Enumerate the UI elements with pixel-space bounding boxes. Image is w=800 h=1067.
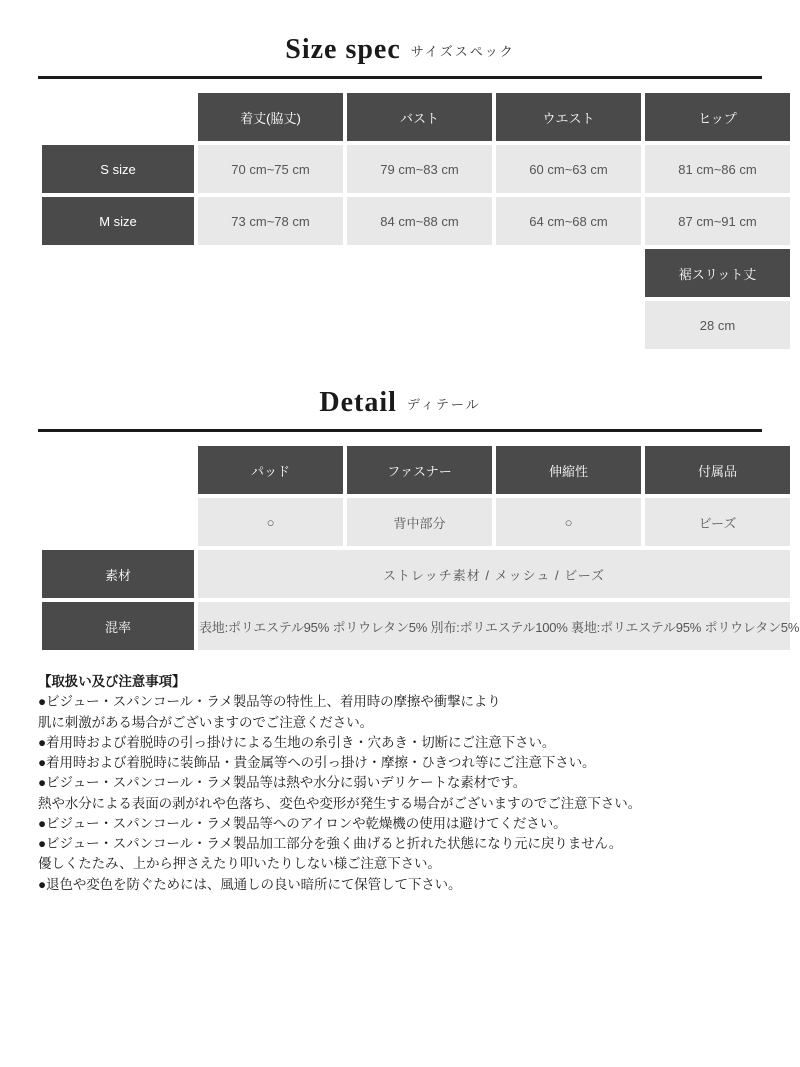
size-spec-header-hip: ヒップ (645, 93, 790, 141)
detail-value-accessory: ビーズ (645, 498, 790, 546)
detail-corner (42, 446, 194, 494)
table-row (42, 197, 790, 245)
detail-header-stretch: 伸縮性 (496, 446, 641, 494)
care-note-line: ●着用時および着脱時に装飾品・貴金属等への引っ掛け・摩擦・ひきつれ等にご注意下さい。 (38, 755, 596, 770)
size-m-hip: 87 cm~91 cm (645, 197, 790, 245)
table-row (42, 93, 790, 141)
care-note-line: ●ビジュー・スパンコール・ラメ製品等へのアイロンや乾燥機の使用は避けてください。 (38, 815, 567, 831)
table-row (42, 249, 790, 297)
size-spec-divider (38, 76, 762, 79)
care-note-line: ●ビジュー・スパンコール・ラメ製品等は熱や水分に弱いデリケートな素材です。 (38, 775, 527, 791)
detail-divider (38, 429, 762, 432)
size-spec-header-slit: 裾スリット丈 (645, 249, 790, 297)
table-row (42, 301, 790, 349)
table-row (42, 446, 790, 494)
detail-title-en: Detail (319, 387, 397, 418)
care-note-line: 熱や水分による表面の剥がれや色落ち、変色や変形が発生する場合がございますのでご注意下さい。 (38, 795, 641, 811)
detail-header-accessory: 付属品 (645, 446, 790, 494)
detail-title-jp: ディテール (406, 396, 481, 412)
size-row-label-m: M size (42, 197, 194, 245)
care-note-line: ●退色や変色を防ぐためには、風通しの良い暗所にて保管して下さい。 (38, 876, 462, 892)
size-m-bust: 84 cm~88 cm (347, 197, 492, 245)
detail-value-pad: ○ (198, 498, 343, 546)
size-spec-corner (42, 93, 194, 141)
size-spec-title-jp: サイズスペック (410, 43, 515, 59)
detail-value-zipper: 背中部分 (347, 498, 492, 546)
size-s-length: 70 cm~75 cm (198, 145, 343, 193)
care-notes (38, 672, 762, 895)
size-spec-title-en: Size spec (285, 34, 401, 65)
care-note-line: 肌に刺激がある場合がございますのでご注意ください。 (38, 714, 373, 730)
size-spec-heading (38, 0, 762, 76)
size-spec-header-waist: ウエスト (496, 93, 641, 141)
detail-value-stretch: ○ (496, 498, 641, 546)
size-m-waist: 64 cm~68 cm (496, 197, 641, 245)
size-s-waist: 60 cm~63 cm (496, 145, 641, 193)
table-row (42, 602, 790, 650)
care-notes-title: 【取扱い及び注意事項】 (38, 674, 186, 689)
table-row (42, 145, 790, 193)
material-value: ストレッチ素材 / メッシュ / ビーズ (198, 550, 790, 598)
material-label: 素材 (42, 550, 194, 598)
care-note-line: ●着用時および着脱時の引っ掛けによる生地の糸引き・穴あき・切断にご注意下さい。 (38, 734, 556, 750)
size-spec-header-bust: バスト (347, 93, 492, 141)
size-spec-header-length: 着丈(脇丈) (198, 93, 343, 141)
table-row (42, 498, 790, 546)
table-row (42, 550, 790, 598)
care-note-line: ●ビジュー・スパンコール・ラメ製品加工部分を強く曲げると折れた状態になり元に戻りません。 (38, 836, 623, 851)
size-row-label-s: S size (42, 145, 194, 193)
size-spec-table (38, 89, 794, 353)
detail-header-zipper: ファスナー (347, 446, 492, 494)
care-note-line: ●ビジュー・スパンコール・ラメ製品等の特性上、着用時の摩擦や衝撃により (38, 694, 501, 710)
detail-table (38, 442, 800, 654)
size-spec-slit-value: 28 cm (645, 301, 790, 349)
mixture-value: 表地:ポリエステル95% ポリウレタン5% 別布:ポリエステル100% 裏地:ポリエステル95% ポリウレタン5% (198, 602, 790, 650)
size-s-hip: 81 cm~86 cm (645, 145, 790, 193)
size-m-length: 73 cm~78 cm (198, 197, 343, 245)
care-note-line: 優しくたたみ、上から押さえたり叩いたりしない様ご注意下さい。 (38, 856, 441, 872)
mixture-label: 混率 (42, 602, 194, 650)
detail-heading (38, 353, 762, 429)
size-s-bust: 79 cm~83 cm (347, 145, 492, 193)
detail-header-pad: パッド (198, 446, 343, 494)
